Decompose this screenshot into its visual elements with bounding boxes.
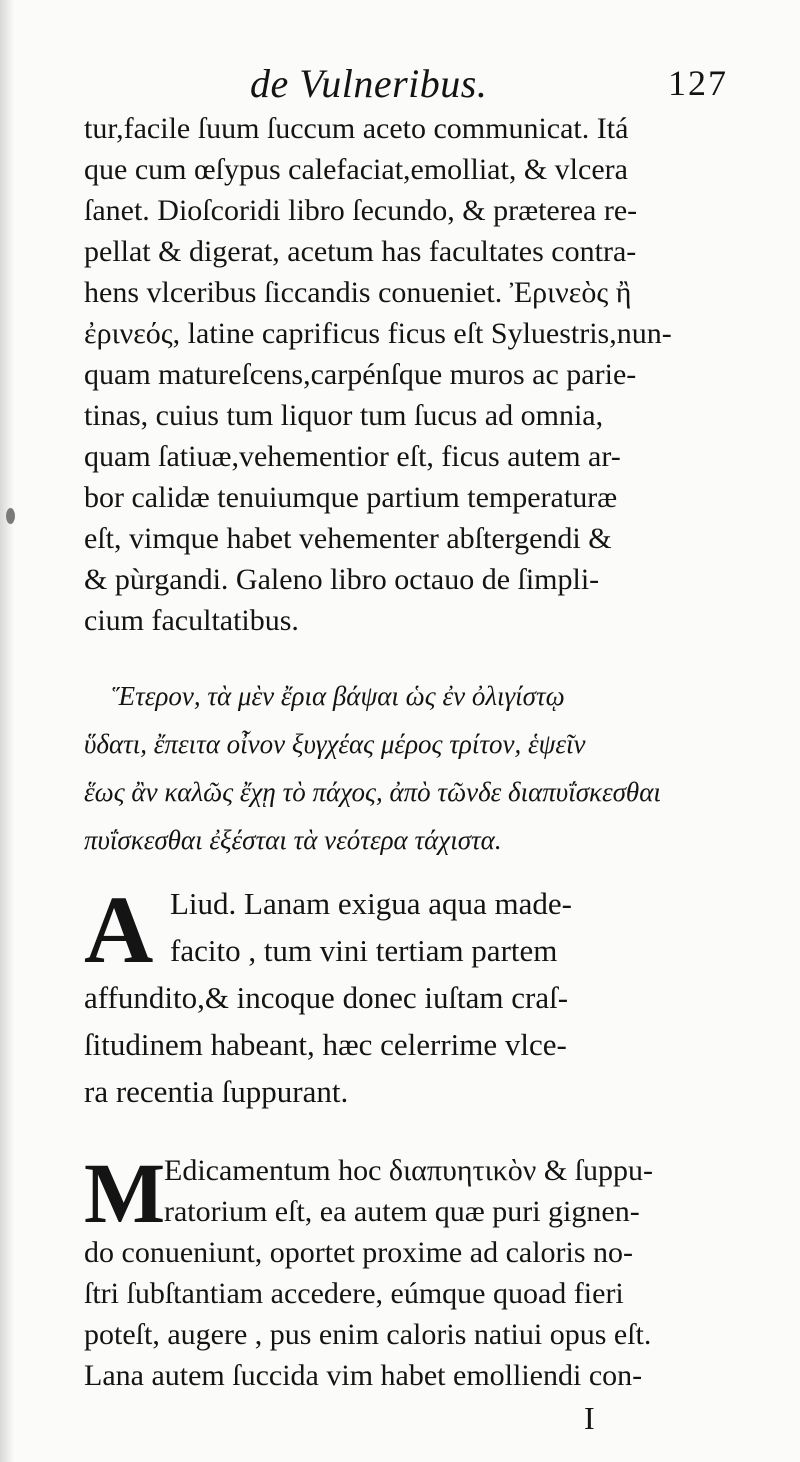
page-header [0,52,800,112]
drop-cap: M [84,1145,166,1241]
text-line: que cum œſypus calefaciat,emolliat, & vlcera [84,153,628,186]
text-line: facito , tum vini tertiam partem [170,933,558,968]
text-line: eſt, vimque habet vehementer abſtergendi & [84,522,612,555]
page-number: 127 [668,63,728,103]
greek-line: ὕδατι, ἔπειτα οἶνον ξυγχέας μέρος τρίτον, ἑψεῖν [84,729,586,759]
gutter-shadow [0,0,14,1462]
text-line: affundito,& incoque donec iuſtam craſ- [84,980,569,1015]
text-line: hens vlceribus ſiccandis conueniet. Ἐρινεὸς ἢ [84,276,632,309]
paragraph-2 [84,876,720,1115]
greek-line: πυΐσκεσθαι ἐξέσται τὰ νεότερα τάχιστα. [84,825,502,855]
text-line: do conueniunt, oportet proxime ad caloris no- [84,1236,634,1269]
text-line: poteſt, augere , pus enim caloris natiui opus eſt. [84,1318,652,1351]
text-line: bor calidæ tenuiumque partium temperaturæ [84,481,618,514]
text-line: ſitudinem habeant, hæc celerrime vlce- [84,1027,567,1062]
text-line: ſtri ſubſtantiam accedere, eúmque quoad fieri [84,1277,624,1310]
text-line: tur,facile ſuum ſuccum aceto communicat. Itá [84,112,629,145]
text-line: Lana autem ſuccida vim habet emolliendi con- [84,1359,643,1392]
greek-line: ἕως ἂν καλῶς ἔχῃ τὸ πάχος, ἀπὸ τῶνδε διαπυΐσκεσθαι [84,777,661,807]
signature-mark: I [584,1400,595,1436]
greek-passage [84,672,720,864]
text-line: quam matureſcens,carpénſque muros ac parie- [84,358,637,391]
text-line: pellat & digerat, acetum has facultates contra- [84,235,637,268]
text-line: ra recentia ſuppurant. [84,1074,349,1109]
paragraph-1 [84,108,720,641]
greek-line: Ἕτερον, τὰ μὲν ἔρια βάψαι ὡς ἐν ὀλιγίστῳ [112,681,565,711]
text-line: quam ſatiuæ,vehementior eſt, ficus autem ar- [84,440,621,473]
paragraph-3 [84,1145,720,1396]
text-line: & pùrgandi. Galeno libro octauo de ſimpli- [84,563,600,596]
text-line: Edicamentum hoc διαπυητικὸν & ſuppu- [164,1154,654,1187]
text-line: tinas, cuius tum liquor tum ſucus ad omnia, [84,399,604,432]
text-line: ſanet. Dioſcoridi libro ſecundo, & præterea re- [84,194,638,227]
ink-speck [6,508,15,524]
text-line: ratorium eſt, ea autem quæ puri gignen- [164,1195,640,1228]
drop-cap: A [84,876,154,983]
running-head: de Vulneribus. [250,61,488,106]
text-line: cium facultatibus. [84,604,299,637]
text-line: Liud. Lanam exigua aqua made- [170,886,572,921]
text-line: ἐρινεός, latine caprificus ficus eſt Syluestris,nun- [84,317,672,350]
